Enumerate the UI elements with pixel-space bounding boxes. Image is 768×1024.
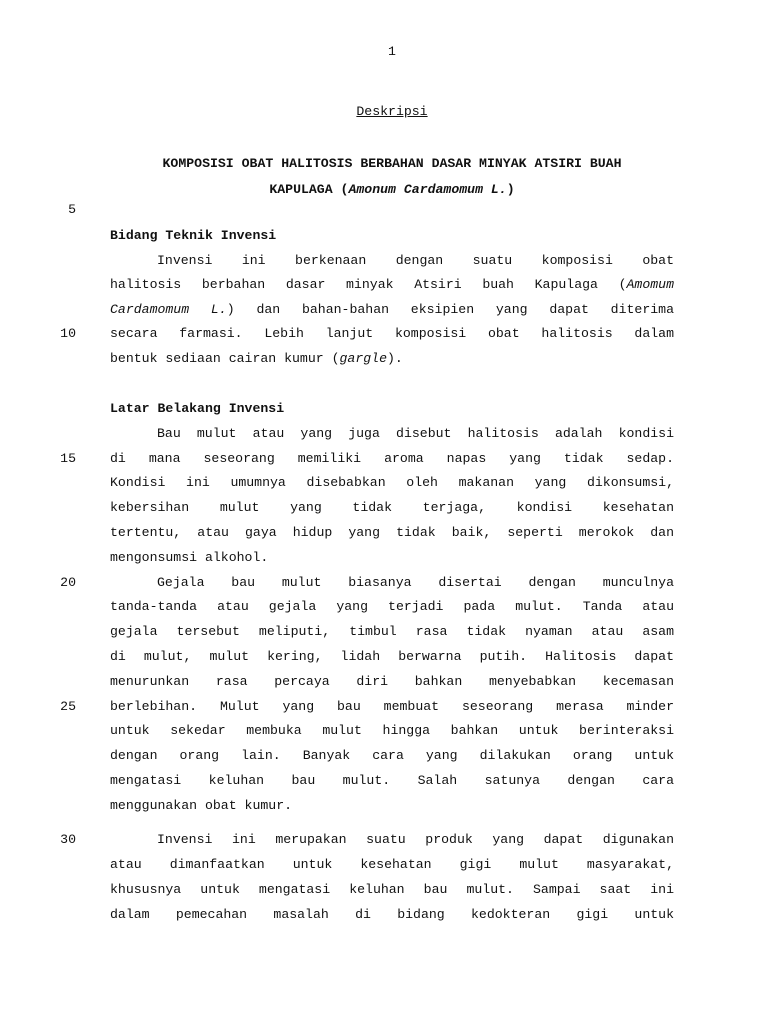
- body-line: [110, 275, 674, 295]
- body-line: Invensi ini merupakan suatu produk yang dapat digunakan: [157, 832, 674, 847]
- foreign-term: gargle: [339, 351, 387, 366]
- body-line: secara farmasi. Lebih lanjut komposisi obat halitosis dalam: [110, 326, 674, 341]
- text-run: halitosis berbahan dasar minyak Atsiri buah Kapulaga (: [110, 277, 627, 292]
- title-line-2: [0, 177, 768, 203]
- section-heading: Bidang Teknik Invensi: [110, 228, 277, 243]
- body-line: di mana seseorang memiliki aroma napas yang tidak sedap.: [110, 451, 674, 466]
- body-line: tanda-tanda atau gejala yang terjadi pada mulut. Tanda atau: [110, 599, 674, 614]
- species-name: Cardamomum L.: [110, 302, 227, 317]
- title-line-1: KOMPOSISI OBAT HALITOSIS BERBAHAN DASAR MINYAK ATSIRI BUAH: [162, 156, 622, 171]
- line-number: 30: [60, 832, 76, 847]
- body-line: untuk sekedar membuka mulut hingga bahkan untuk berinteraksi: [110, 723, 674, 738]
- title-species: Amonum Cardamomum L.: [348, 182, 507, 197]
- line-number: 25: [60, 699, 76, 714]
- body-line: atau dimanfaatkan untuk kesehatan gigi mulut masyarakat,: [110, 857, 674, 872]
- text-run: ) dan bahan-bahan eksipien yang dapat diterima: [226, 302, 674, 317]
- title-suffix: ): [506, 182, 515, 197]
- body-line: mengonsumsi alkohol.: [110, 550, 269, 565]
- line-number: 15: [60, 451, 76, 466]
- page-number: 1: [388, 44, 396, 59]
- line-number: 5: [68, 202, 76, 217]
- body-line: dengan orang lain. Banyak cara yang dilakukan orang untuk: [110, 748, 674, 763]
- body-line: [110, 300, 674, 320]
- body-line: gejala tersebut meliputi, timbul rasa tidak nyaman atau asam: [110, 624, 674, 639]
- body-line: [110, 349, 674, 369]
- text-run: ).: [386, 351, 403, 366]
- body-line: Gejala bau mulut biasanya disertai dengan munculnya: [157, 575, 674, 590]
- body-line: kebersihan mulut yang tidak terjaga, kondisi kesehatan: [110, 500, 674, 515]
- line-number: 10: [60, 326, 76, 341]
- species-name: Amomum: [626, 277, 674, 292]
- body-line: menurunkan rasa percaya diri bahkan menyebabkan kecemasan: [110, 674, 674, 689]
- line-number: 20: [60, 575, 76, 590]
- document-title: [0, 151, 768, 203]
- title-prefix: KAPULAGA (: [269, 182, 349, 197]
- section-heading: Latar Belakang Invensi: [110, 401, 285, 416]
- description-heading: Deskripsi: [356, 104, 428, 119]
- body-line: Invensi ini berkenaan dengan suatu komposisi obat: [157, 253, 674, 268]
- body-line: dalam pemecahan masalah di bidang kedokteran gigi untuk: [110, 907, 674, 922]
- body-line: tertentu, atau gaya hidup yang tidak baik, seperti merokok dan: [110, 525, 674, 540]
- body-line: Kondisi ini umumnya disebabkan oleh makanan yang dikonsumsi,: [110, 475, 674, 490]
- body-line: berlebihan. Mulut yang bau membuat seseorang merasa minder: [110, 699, 674, 714]
- text-run: bentuk sediaan cairan kumur (: [110, 351, 340, 366]
- body-line: menggunakan obat kumur.: [110, 798, 293, 813]
- body-line: di mulut, mulut kering, lidah berwarna putih. Halitosis dapat: [110, 649, 674, 664]
- body-line: Bau mulut atau yang juga disebut halitosis adalah kondisi: [157, 426, 674, 441]
- body-line: mengatasi keluhan bau mulut. Salah satunya dengan cara: [110, 773, 674, 788]
- body-line: khususnya untuk mengatasi keluhan bau mulut. Sampai saat ini: [110, 882, 674, 897]
